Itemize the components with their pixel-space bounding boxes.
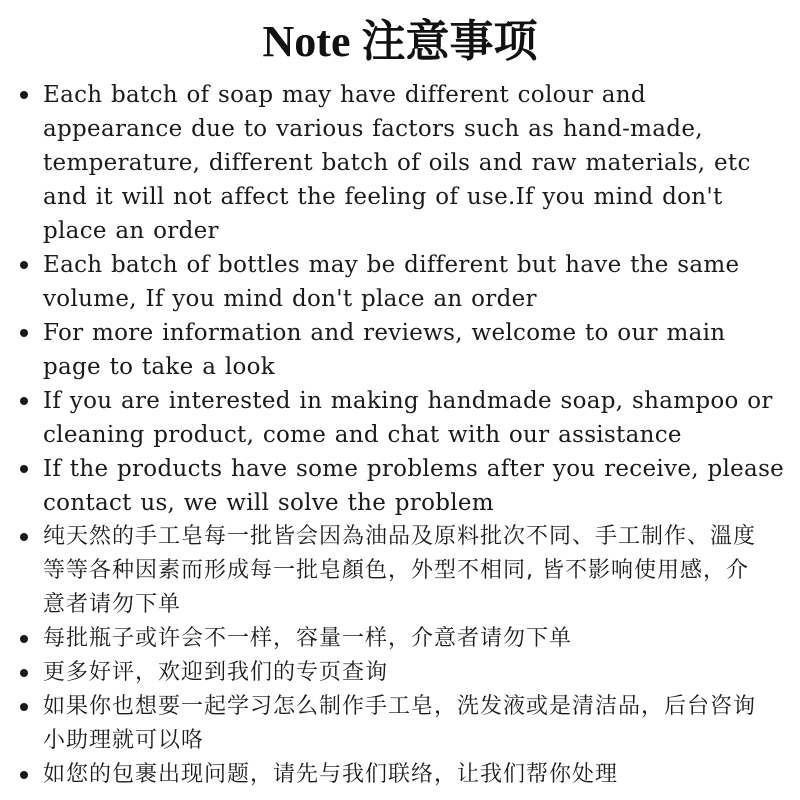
bullet-icon (20, 465, 28, 473)
note-text: If you are interested in making handmade soap, shampoo or cleaning product, come and chat with our assistance (43, 388, 773, 448)
note-item-more-info (0, 316, 800, 384)
note-item-learn-zh (0, 690, 800, 758)
note-text: For more information and reviews, welcome to our main page to take a look (43, 320, 726, 380)
note-text: If the products have some problems after you receive, please contact us, we will solve the problem (43, 456, 785, 516)
note-text: Each batch of bottles may be different but have the same volume, If you mind don't place an order (43, 252, 740, 312)
bullet-icon (20, 397, 28, 405)
note-item-bottle-batch-zh (0, 622, 800, 656)
bullet-icon (20, 669, 28, 677)
bullet-icon (20, 703, 28, 711)
note-item-soap-batch-zh (0, 520, 800, 622)
note-text: Each batch of soap may have different colour and appearance due to various factors such as hand-made, temperature, different batch of oils and raw materials, etc and it will not affect the feeling of use.If you mind don't place an order (43, 82, 751, 244)
note-item-product-problems (0, 452, 800, 520)
bullet-icon (20, 329, 28, 337)
bullet-icon (20, 635, 28, 643)
notes-list (0, 78, 800, 792)
note-item-handmade-interest (0, 384, 800, 452)
note-text: 更多好评，欢迎到我们的专页查询 (43, 660, 389, 685)
page-title: Note 注意事项 (262, 17, 538, 66)
note-text: 纯天然的手工皂每一批皆会因為油品及原料批次不同、手工制作、溫度等等各种因素而形成每一批皂顏色，外型不相同, 皆不影响使用感，介意者请勿下单 (43, 524, 757, 617)
bullet-icon (20, 91, 28, 99)
bullet-icon (20, 771, 28, 779)
bullet-icon (20, 533, 28, 541)
note-text: 如果你也想要一起学习怎么制作手工皂，洗发液或是清洁品，后台咨询小助理就可以咯 (43, 694, 757, 753)
note-item-package-problems-zh (0, 758, 800, 792)
note-item-bottle-batch (0, 248, 800, 316)
note-text: 如您的包裹出现问题，请先与我们联络，让我们帮你处理 (43, 762, 619, 787)
note-text: 每批瓶子或许会不一样，容量一样，介意者请勿下单 (43, 626, 573, 651)
note-item-reviews-zh (0, 656, 800, 690)
note-item-soap-batch (0, 78, 800, 248)
bullet-icon (20, 261, 28, 269)
